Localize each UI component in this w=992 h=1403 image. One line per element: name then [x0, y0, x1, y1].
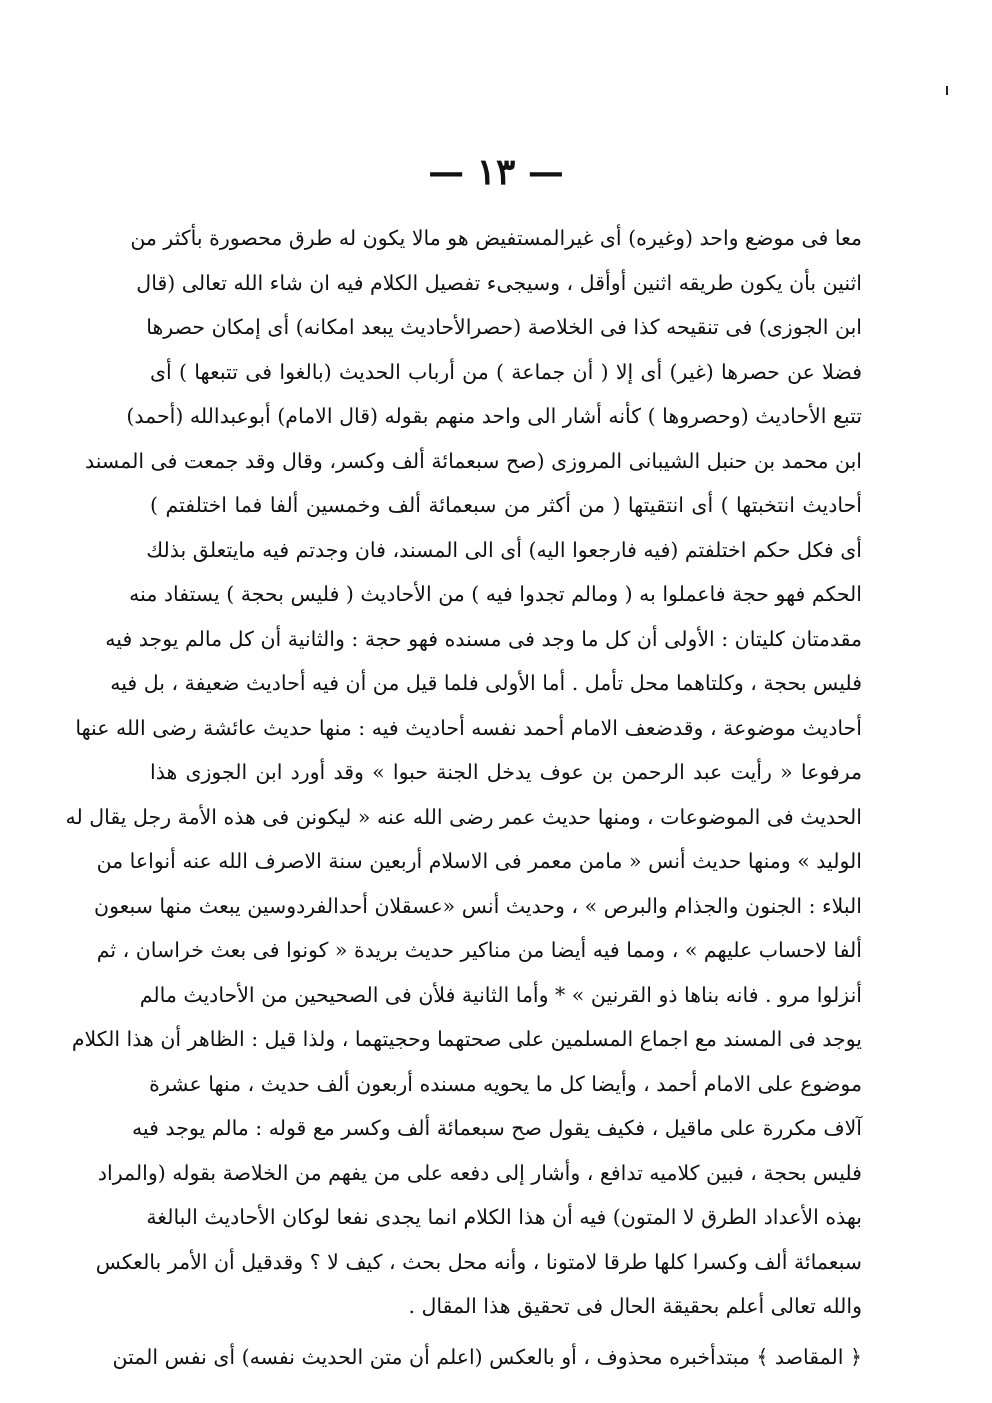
text-line: أحاديث موضوعة ، وقدضعف الامام أحمد نفسه أحاديث فيه : منها حديث عائشة رضى الله عنها	[75, 715, 862, 740]
text-line: أنزلوا مرو . فانه بناها ذو القرنين » * وأما الثانية فلأن فى الصحيحين من الأحاديث مالم	[139, 982, 862, 1007]
text-line: بهذه الأعداد الطرق لا المتون) فيه أن هذا الكلام انما يجدى نفعا لوكان الأحاديث البالغة	[146, 1205, 862, 1229]
text-line: يوجد فى المسند مع اجماع المسلمين على صحتهما وحجيتهما ، ولذا قيل : الظاهر أن هذا الكلام	[71, 1027, 862, 1051]
text-line: الحديث فى الموضوعات ، ومنها حديث عمر رضى الله عنه « ليكونن فى هذه الأمة رجل يقال له	[65, 804, 862, 829]
text-line: تتبع الأحاديث (وحصروها ) كأنه أشار الى واحد منهم بقوله (قال الامام) أبوعبدالله (أحمد)	[126, 404, 862, 428]
text-line: الحكم فهو حجة فاعملوا به ( ومالم تجدوا فيه ) من الأحاديث ( فليس بحجة ) يستفاد منه	[129, 582, 862, 606]
text-line: أى فكل حكم اختلفتم (فيه فارجعوا اليه) أى الى المسند، فان وجدتم فيه مايتعلق بذلك	[146, 537, 862, 562]
text-line: فليس بحجة ، فبين كلاميه تدافع ، وأشار إلى دفعه على من يفهم من الخلاصة بقوله (والمراد	[97, 1160, 862, 1185]
page-number: — ١٣ —	[428, 151, 564, 193]
text-line: مرفوعا « رأيت عبد الرحمن بن عوف يدخل الجنة حبوا » وقد أورد ابن الجوزى هذا	[150, 760, 862, 784]
text-line: آلاف مكررة على ماقيل ، فكيف يقول صح سبعمائة ألف وكسر مع قوله : مالم يوجد فيه	[131, 1116, 862, 1140]
text-line: والله تعالى أعلم بحقيقة الحال فى تحقيق هذا المقال .	[408, 1294, 862, 1318]
text-line: سبعمائة ألف وكسرا كلها طرقا لامتونا ، وأنه محل بحث ، كيف لا ؟ وقدقيل أن الأمر بالعكس	[95, 1249, 862, 1274]
section-heading-line: ﴿ المقاصد ﴾ مبتدأخبره محذوف ، أو بالعكس (اعلم أن متن الحديث نفسه) أى نفس المتن	[112, 1344, 862, 1369]
text-line: معا فى موضع واحد (وغيره) أى غيرالمستفيض هو مالا يكون له طرق محصورة بأكثر من	[130, 226, 862, 250]
text-line: ابن محمد بن حنبل الشيبانى المروزى (صح سبعمائة ألف وكسر، وقال وقد جمعت فى المسند	[84, 448, 862, 473]
text-line: موضوع على الامام أحمد ، وأيضا كل ما يحويه مسنده أربعون ألف حديث ، منها عشرة	[149, 1071, 862, 1096]
text-line: الوليد » ومنها حديث أنس « مامن معمر فى الاسلام أربعين سنة الاصرف الله عنه أنواعا من	[96, 849, 862, 873]
body-text	[65, 216, 862, 1379]
text-line: أحاديث انتخبتها ) أى انتقيتها ( من أكثر من سبعمائة ألف وخمسين ألفا فما اختلفتم )	[150, 493, 862, 517]
text-line: ألفا لاحساب عليهم » ، ومما فيه أيضا من مناكير حديث بريدة « كونوا فى بعث خراسان ، ثم	[96, 938, 862, 962]
text-line: ابن الجوزى) فى تنقيحه كذا فى الخلاصة (حصرالأحاديث يبعد امكانه) أى إمكان حصرها	[146, 315, 862, 339]
text-line: فليس بحجة ، وكلتاهما محل تأمل . أما الأولى فلما قيل من أن فيه أحاديث ضعيفة ، بل فيه	[110, 671, 862, 695]
text-line: البلاء : الجنون والجذام والبرص » ، وحديث أنس «عسقلان أحدالفردوسين يبعث منها سبعون	[94, 893, 862, 918]
text-line: فضلا عن حصرها (غير) أى إلا ( أن جماعة ) من أرباب الحديث (بالغوا فى تتبعها ) أى	[150, 359, 862, 384]
text-line: اثنين بأن يكون طريقه اثنين أوأقل ، وسيجىء تفصيل الكلام فيه ان شاء الله تعالى (قال	[136, 270, 862, 295]
text-line: مقدمتان كليتان : الأولى أن كل ما وجد فى مسنده فهو حجة : والثانية أن كل مالم يوجد فيه	[105, 626, 862, 651]
edge-mark	[946, 86, 948, 95]
